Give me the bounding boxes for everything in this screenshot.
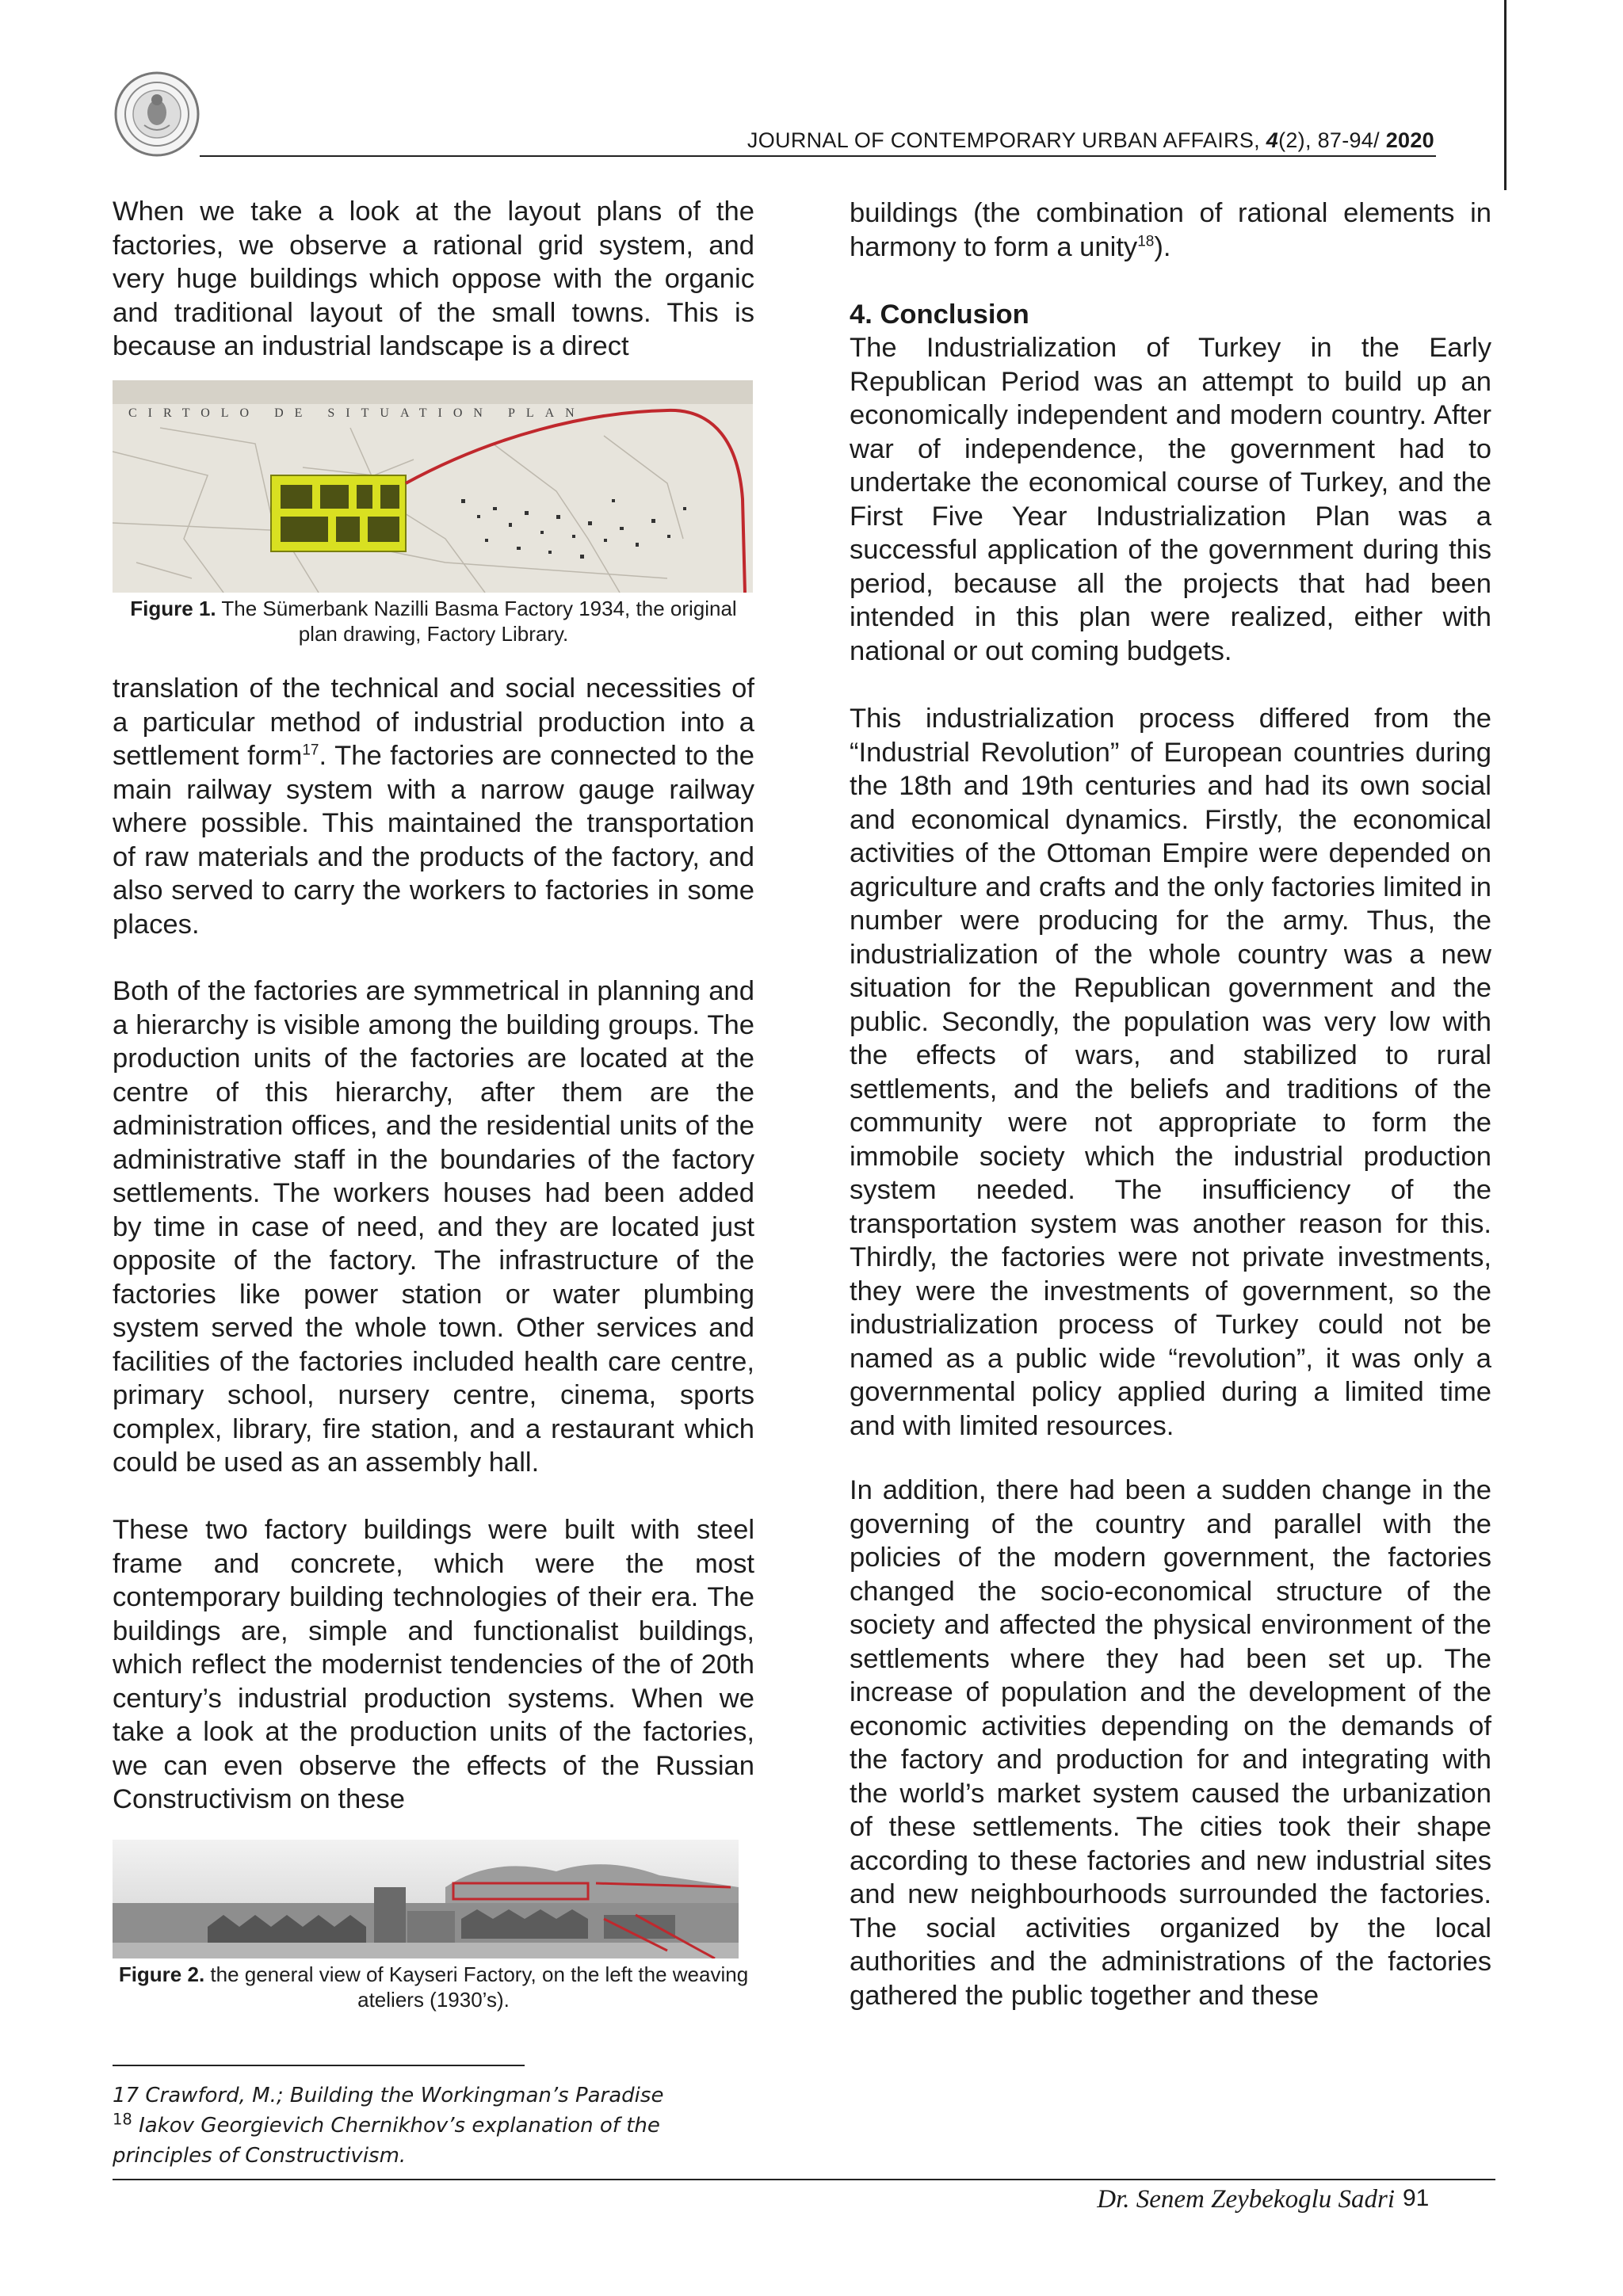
footnote-ref-17: 17 — [302, 742, 319, 759]
figure-1-caption: Figure 1. The Sümerbank Nazilli Basma Factory 1934, the original plan drawing, Factory Library. — [130, 597, 737, 646]
left-paragraph-2: translation of the technical and social necessities of a particular method of industrial production into a settlement form$^{17}$. The factories are connected to the main railway system with a narrow gauge railway where possible. This maintained the transportation of raw materials and the products of the factory, and also served to carry the workers to factories in some places. — [113, 673, 754, 940]
header-rule — [200, 155, 1436, 157]
right-paragraph-3: This industrialization process differed from the “Industrial Revolution” of European countries during the 18th and 19th centuries and had its own social and economical dynamics. Firstly, the economical activities of the Ottoman Empire were depended on agriculture and crafts and the only factories limited in number were producing for the army. Thus, the industrialization of the whole country was a new situation for the Republican government and the public. Secondly, the population was very low with the effects of wars, and stabilized to rural settlements, and the beliefs and traditions of the community were not appropriate to form the immobile society which the industrial production system needed. The insufficiency of the transportation system was another reason for this. Thirdly, the factories were not private investments, they were the investments of government, so the industrialization process of Turkey could not be named as a public wide “revolution”, it was only a governmental policy applied during a limited time and with limited resources. — [850, 704, 1491, 1441]
left-paragraph-1: When we take a look at the layout plans of the factories, we observe a rational grid system, and very huge buildings which oppose with the organic and traditional layout of the small towns. This is because an industrial landscape is a direct — [113, 196, 754, 361]
footnote-17: 17 Crawford, M.; Building the Workingman’s Paradise — [113, 2084, 664, 2107]
svg-text:CIRTOLO DE SITUATION PLAN: CIRTOLO DE SITUATION PLAN — [128, 406, 586, 420]
figure-2-factory-photo — [113, 1840, 739, 1958]
footnote-18: $^{18}$ Iakov Georgievich Chernikhov’s explanation of the principles of Constructivism. — [113, 2110, 660, 2168]
left-paragraph-3: Both of the factories are symmetrical in planning and a hierarchy is visible among the building groups. The production units of the factories are located at the centre of this hierarchy, after them are the administration offices, and the residential units of the administrative staff in the boundaries of the factory settlements. The workers houses had been added by time in case of need, and they are located just opposite of the factory. The infrastructure of the factories like power station or water plumbing system served the whole town. Other services and facilities of the factories included health care centre, primary school, nursery centre, cinema, sports complex, library, fire station, and a restaurant which could be used as an assembly hall. — [113, 976, 754, 1478]
header-vertical-rule — [1504, 0, 1507, 190]
footnote-rule — [113, 2065, 525, 2066]
footer-author: Dr. Senem Zeybekoglu Sadri — [1097, 2185, 1395, 2214]
footnote-ref-18: 18 — [1137, 232, 1155, 250]
journal-header: JOURNAL OF CONTEMPORARY URBAN AFFAIRS, 4(2), 87-94/ 2020 — [747, 128, 1434, 152]
figure-2-caption: Figure 2. the general view of Kayseri Factory, on the left the weaving ateliers (1930’s). — [118, 1962, 749, 2012]
right-paragraph-4: In addition, there had been a sudden change in the governing of the country and parallel with the policies of the modern government, the factories changed the socio-economical structure of the society and affected the physical environment of the settlements where they had been set up. The increase of population and the development of the economic activities depending on the demands of the factory and production for and integrating with the world’s market system caused the urbanization of these settlements. The cities took their shape according to these factories and new industrial sites and new neighbourhoods surrounded the factories. The social activities organized by the local authorities and the administrations of the factories gathered the public together and these — [850, 1475, 1491, 2011]
journal-seal-logo — [113, 70, 201, 158]
right-paragraph-1: buildings (the combination of rational elements in harmony to form a unity$^{18}$). — [850, 198, 1491, 262]
section-heading-conclusion: 4. Conclusion — [850, 299, 1029, 330]
page-number: 91 — [1403, 2185, 1430, 2211]
footer-rule — [113, 2179, 1495, 2180]
figure-1-plan-drawing — [113, 380, 753, 593]
left-paragraph-4: These two factory buildings were built with steel frame and concrete, which were the most contemporary building technologies of their era. The buildings are, simple and functionalist buildings, which reflect the modernist tendencies of the of 20th century’s industrial production systems. When we take a look at the production units of the factories, we can even observe the effects of the Russian Constructivism on these — [113, 1515, 754, 1814]
right-paragraph-2: The Industrialization of Turkey in the Early Republican Period was an attempt to build up an economically independent and modern country. After war of independence, the government had to undertake the economical course of Turkey, and the First Five Year Industrialization Plan was a successful application of the government during this period, because all the projects that had been intended in this plan were realized, either with national or out coming budgets. — [850, 333, 1491, 666]
